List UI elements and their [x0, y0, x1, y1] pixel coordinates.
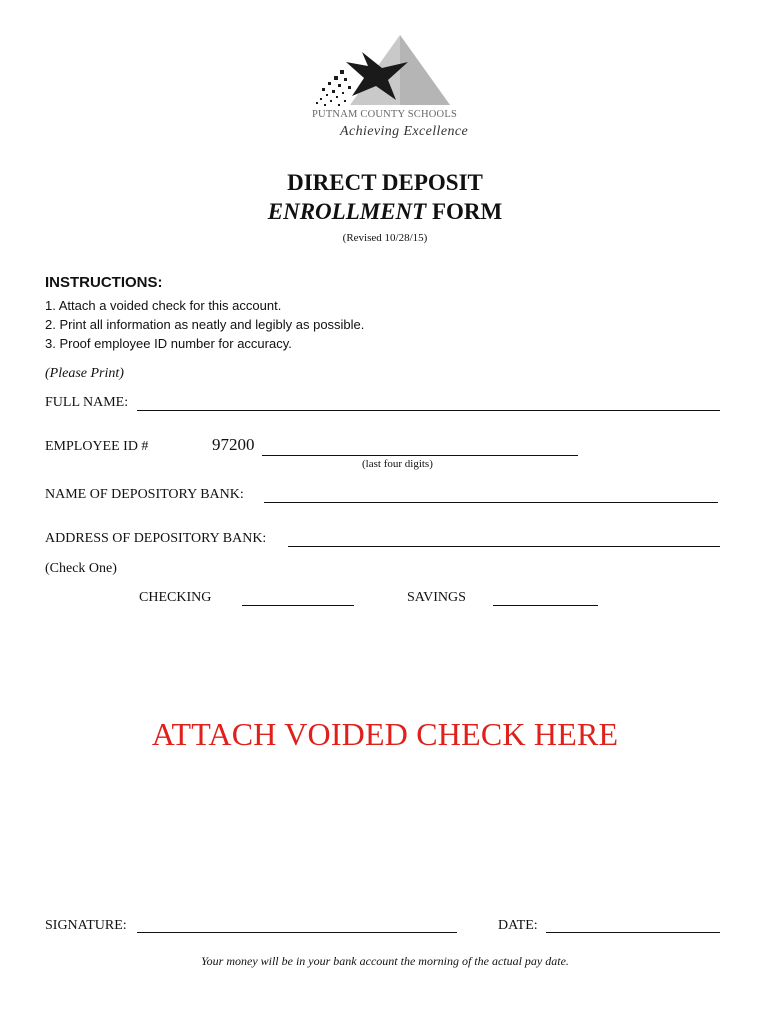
checking-label: CHECKING	[139, 590, 212, 605]
revision-date: (Revised 10/28/15)	[342, 232, 428, 244]
bank-name-label: NAME OF DEPOSITORY BANK:	[45, 487, 244, 502]
instruction-item: 3. Proof employee ID number for accuracy.	[45, 336, 292, 351]
bank-address-field[interactable]	[288, 546, 720, 547]
form-title-italic-word: ENROLLMENT	[267, 199, 427, 224]
form-title-line1: DIRECT DEPOSIT	[287, 170, 483, 195]
employee-id-label: EMPLOYEE ID #	[45, 439, 149, 454]
full-name-field[interactable]	[137, 410, 720, 411]
savings-label: SAVINGS	[407, 590, 466, 605]
bank-name-field[interactable]	[264, 502, 718, 503]
date-field[interactable]	[546, 932, 720, 933]
bank-address-label: ADDRESS OF DEPOSITORY BANK:	[45, 531, 267, 546]
instruction-item: 1. Attach a voided check for this account.	[45, 298, 282, 313]
form-title-rest: FORM	[426, 199, 503, 224]
attach-voided-check-area: ATTACH VOIDED CHECK HERE	[151, 716, 619, 752]
instruction-item: 2. Print all information as neatly and legibly as possible.	[45, 317, 365, 332]
last-four-digits-note: (last four digits)	[362, 458, 433, 470]
organization-name: PUTNAM COUNTY SCHOOLS	[312, 109, 457, 120]
employee-id-prefix-value: 97200	[212, 435, 255, 454]
full-name-label: FULL NAME:	[45, 395, 129, 410]
pay-date-note: Your money will be in your bank account the morning of the actual pay date.	[201, 954, 569, 968]
checking-option-field[interactable]	[242, 605, 354, 606]
signature-field[interactable]	[137, 932, 457, 933]
savings-option-field[interactable]	[493, 605, 598, 606]
instructions-heading: INSTRUCTIONS:	[45, 274, 163, 291]
employee-id-field[interactable]	[262, 455, 578, 456]
form-title-line2	[0, 199, 770, 225]
organization-tagline: Achieving Excellence	[340, 124, 469, 139]
please-print-note: (Please Print)	[45, 366, 124, 381]
check-one-label: (Check One)	[45, 561, 117, 576]
date-label: DATE:	[498, 918, 538, 933]
signature-label: SIGNATURE:	[45, 918, 127, 933]
